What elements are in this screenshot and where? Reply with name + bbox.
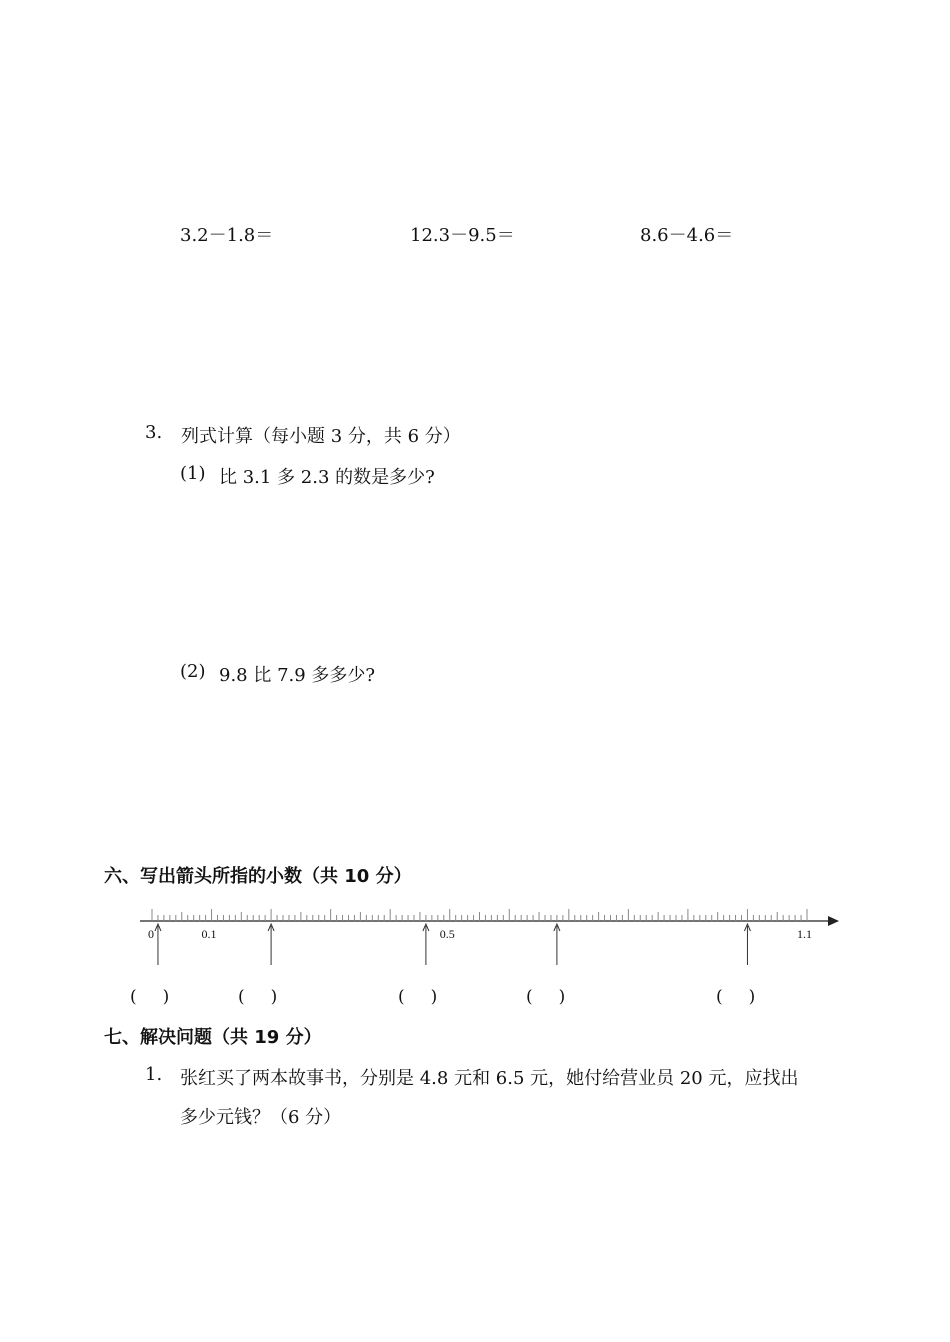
question3-item2-text: 9.8 比 7.9 多多少? xyxy=(219,665,376,686)
pointer-arrow-1 xyxy=(155,924,161,965)
pointer-arrow-4 xyxy=(554,924,560,965)
section6-title: 六、写出箭头所指的小数（共 10 分） xyxy=(104,866,412,887)
number-line-label: 0 xyxy=(148,927,154,941)
equation-2: 12.3－9.5＝ xyxy=(410,225,515,246)
number-line-label: 0.1 xyxy=(201,927,217,941)
section7-title: 七、解决问题（共 19 分） xyxy=(104,1027,322,1048)
answer-blank-4[interactable]: ( ) xyxy=(526,987,566,1007)
answer-blank-5[interactable]: ( ) xyxy=(716,987,756,1007)
answer-blank-3[interactable]: ( ) xyxy=(398,987,438,1007)
pointer-arrow-5 xyxy=(744,924,750,965)
equation-1: 3.2－1.8＝ xyxy=(180,225,274,246)
number-line-arrowhead xyxy=(828,916,839,926)
answer-blank-1[interactable]: ( ) xyxy=(130,987,170,1007)
equation-3: 8.6－4.6＝ xyxy=(640,225,734,246)
number-line xyxy=(140,896,850,971)
question3-number: 3. xyxy=(145,422,163,443)
problem1-line1: 张红买了两本故事书，分别是 4.8 元和 6.5 元，她付给营业员 20 元，应找出 xyxy=(180,1068,799,1089)
problem1-line2: 多少元钱？（6 分） xyxy=(180,1107,342,1128)
question3-title: 列式计算（每小题 3 分，共 6 分） xyxy=(181,426,461,447)
question3-item1-label: (1) xyxy=(180,463,206,484)
pointer-arrow-2 xyxy=(268,924,274,965)
pointer-arrow-3 xyxy=(423,924,429,965)
problem1-number: 1. xyxy=(145,1064,163,1085)
number-line-label: 0.5 xyxy=(439,927,455,941)
question3-item1-text: 比 3.1 多 2.3 的数是多少? xyxy=(219,467,435,488)
number-line-label: 1.1 xyxy=(797,927,812,941)
answer-blank-2[interactable]: ( ) xyxy=(238,987,278,1007)
question3-item2-label: (2) xyxy=(180,661,206,682)
